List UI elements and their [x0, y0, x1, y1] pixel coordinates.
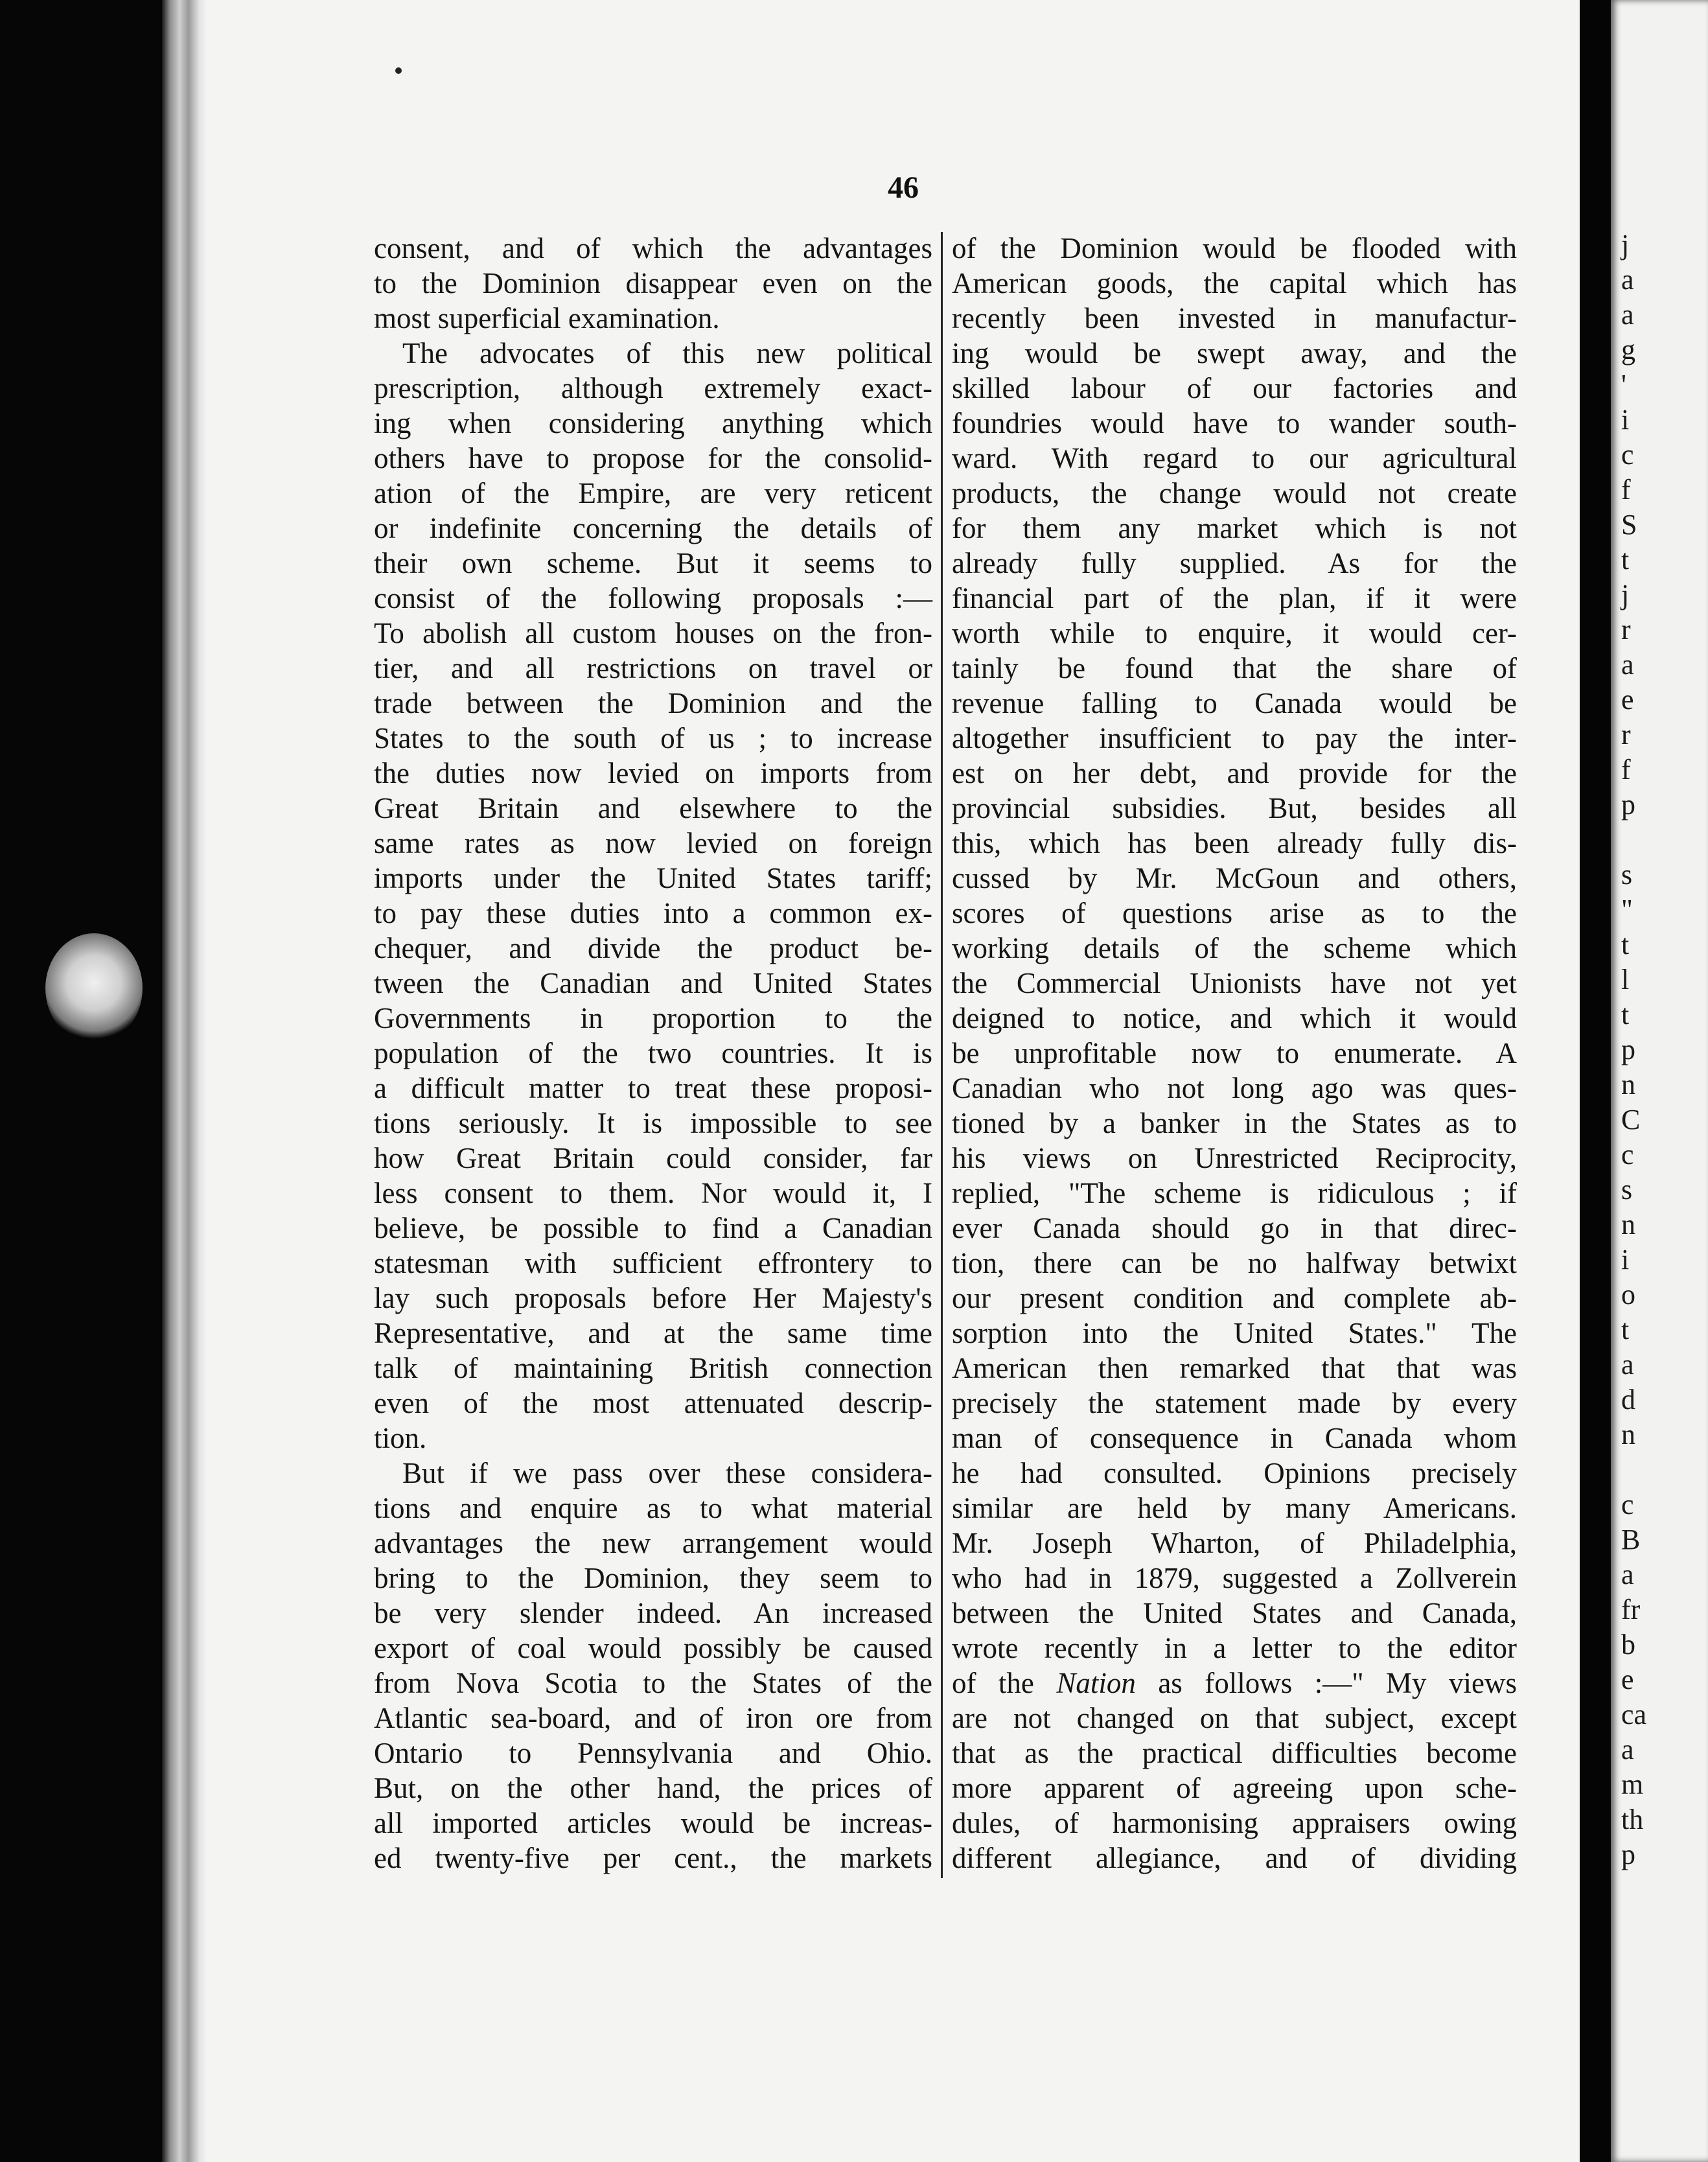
text-line: similar are held by many Americans.: [952, 1492, 1517, 1524]
text-line: all imported articles would be increas-: [374, 1807, 932, 1839]
next-page-fragment: B: [1621, 1524, 1641, 1555]
text-line: are not changed on that subject, except: [952, 1702, 1517, 1734]
ink-dot: [395, 67, 402, 74]
column-divider: [941, 232, 943, 1878]
text-line: replied, "The scheme is ridiculous ; if: [952, 1177, 1517, 1209]
text-line: recently been invested in manufactur-: [952, 302, 1517, 334]
text-line: be unprofitable now to enumerate. A: [952, 1037, 1517, 1069]
text-line: ing would be swept away, and the: [952, 337, 1517, 369]
text-line: consist of the following proposals :—: [374, 582, 932, 614]
text-line: worth while to enquire, it would cer-: [952, 617, 1517, 649]
text-line: bring to the Dominion, they seem to: [374, 1562, 932, 1594]
text-line: Representative, and at the same time: [374, 1317, 932, 1349]
text-line: between the United States and Canada,: [952, 1597, 1517, 1629]
text-line: to pay these duties into a common ex-: [374, 897, 932, 929]
text-line: provincial subsidies. But, besides all: [952, 792, 1517, 824]
text-line: skilled labour of our factories and: [952, 372, 1517, 404]
next-page-fragment: fr: [1621, 1594, 1641, 1625]
text-line: export of coal would possibly be caused: [374, 1632, 932, 1664]
text-line: this, which has been already fully dis-: [952, 827, 1517, 859]
text-line: prescription, although extremely exact-: [374, 372, 932, 404]
next-page-fragment: t: [1621, 1314, 1630, 1345]
text-line: chequer, and divide the product be-: [374, 932, 932, 964]
next-page-fragment: t: [1621, 929, 1630, 960]
text-line: Governments in proportion to the: [374, 1002, 932, 1034]
text-line: sorption into the United States." The: [952, 1317, 1517, 1349]
text-line: tions and enquire as to what material: [374, 1492, 932, 1524]
text-line: To abolish all custom houses on the fron-: [374, 617, 932, 649]
text-line: But if we pass over these considera-: [402, 1457, 932, 1489]
text-line: or indefinite concerning the details of: [374, 512, 932, 544]
next-page-fragment: ca: [1621, 1699, 1647, 1730]
text-line: ward. With regard to our agricultural: [952, 442, 1517, 474]
text-line: man of consequence in Canada whom: [952, 1422, 1517, 1454]
text-line: But, on the other hand, the prices of: [374, 1772, 932, 1804]
next-page-fragment: p: [1621, 1839, 1635, 1870]
next-page-edge: [1611, 0, 1708, 2162]
next-page-fragment: c: [1621, 1489, 1634, 1520]
next-page-fragment: a: [1621, 649, 1634, 680]
next-page-fragment: a: [1621, 1559, 1634, 1590]
next-page-fragment: e: [1621, 684, 1634, 715]
next-page-fragment: ': [1621, 369, 1626, 401]
text-line: Great Britain and elsewhere to the: [374, 792, 932, 824]
text-line: more apparent of agreeing upon sche-: [952, 1772, 1517, 1804]
next-page-fragment: c: [1621, 1139, 1634, 1170]
text-line: the duties now levied on imports from: [374, 757, 932, 789]
text-line: revenue falling to Canada would be: [952, 687, 1517, 719]
text-line: talk of maintaining British connection: [374, 1352, 932, 1384]
next-page-fragment: l: [1621, 964, 1630, 995]
next-page-fragment: f: [1621, 754, 1631, 785]
text-line: tween the Canadian and United States: [374, 967, 932, 999]
text-line: believe, be possible to find a Canadian: [374, 1212, 932, 1244]
next-page-fragment: r: [1621, 614, 1631, 645]
text-line: tier, and all restrictions on travel or: [374, 652, 932, 684]
text-line: American goods, the capital which has: [952, 267, 1517, 299]
text-line: our present condition and complete ab-: [952, 1282, 1517, 1314]
text-line: precisely the statement made by every: [952, 1387, 1517, 1419]
next-page-fragment: j: [1621, 579, 1630, 610]
italic-title: Nation: [1056, 1667, 1136, 1699]
next-page-fragment: a: [1621, 299, 1634, 331]
next-page-fragment: e: [1621, 1664, 1634, 1695]
next-page-fragment: d: [1621, 1384, 1635, 1415]
text-line: of the Dominion would be flooded with: [952, 232, 1517, 264]
text-line: already fully supplied. As for the: [952, 547, 1517, 579]
text-line: less consent to them. Nor would it, I: [374, 1177, 932, 1209]
next-page-fragment: a: [1621, 264, 1634, 296]
text-line: even of the most attenuated descrip-: [374, 1387, 932, 1419]
text-line: tion, there can be no halfway betwixt: [952, 1247, 1517, 1279]
text-line: trade between the Dominion and the: [374, 687, 932, 719]
text-line: of the Nation as follows :—" My views: [952, 1667, 1517, 1699]
text-line: cussed by Mr. McGoun and others,: [952, 862, 1517, 894]
text-line: most superficial examination.: [374, 302, 720, 334]
text-line: deigned to notice, and which it would: [952, 1002, 1517, 1034]
text-line: Ontario to Pennsylvania and Ohio.: [374, 1737, 932, 1769]
text-line: scores of questions arise as to the: [952, 897, 1517, 929]
text-line: working details of the scheme which: [952, 932, 1517, 964]
next-page-fragment: n: [1621, 1419, 1635, 1450]
text-line: tioned by a banker in the States as to: [952, 1107, 1517, 1139]
text-line: same rates as now levied on foreign: [374, 827, 932, 859]
text-line: tions seriously. It is impossible to see: [374, 1107, 932, 1139]
next-page-fragment: j: [1621, 229, 1630, 261]
text-line: est on her debt, and provide for the: [952, 757, 1517, 789]
next-page-fragment: th: [1621, 1804, 1644, 1835]
next-page-fragment: S: [1621, 509, 1637, 540]
text-line: from Nova Scotia to the States of the: [374, 1667, 932, 1699]
text-line: the Commercial Unionists have not yet: [952, 967, 1517, 999]
text-line: he had consulted. Opinions precisely: [952, 1457, 1517, 1489]
text-line: tainly be found that the share of: [952, 652, 1517, 684]
text-column-left: [374, 231, 932, 1876]
text-line: lay such proposals before Her Majesty's: [374, 1282, 932, 1314]
next-page-fragment: m: [1621, 1769, 1644, 1800]
next-page-fragment: n: [1621, 1209, 1635, 1240]
text-line: a difficult matter to treat these proposi-: [374, 1072, 932, 1104]
text-line: Mr. Joseph Wharton, of Philadelphia,: [952, 1527, 1517, 1559]
text-line: his views on Unrestricted Reciprocity,: [952, 1142, 1517, 1174]
text-line: to the Dominion disappear even on the: [374, 267, 932, 299]
next-page-fragment: g: [1621, 334, 1635, 366]
next-page-fragment: c: [1621, 439, 1634, 471]
text-line: financial part of the plan, if it were: [952, 582, 1517, 614]
next-page-fragment: t: [1621, 999, 1630, 1030]
next-page-fragment: i: [1621, 404, 1630, 436]
next-page-fragment: C: [1621, 1104, 1641, 1135]
text-line: others have to propose for the consolid-: [374, 442, 932, 474]
next-page-fragment: a: [1621, 1349, 1634, 1380]
text-line: The advocates of this new political: [402, 337, 932, 369]
next-page-fragment: i: [1621, 1244, 1630, 1275]
text-line: different allegiance, and of dividing: [952, 1842, 1517, 1874]
text-line: their own scheme. But it seems to: [374, 547, 932, 579]
text-line: advantages the new arrangement would: [374, 1527, 932, 1559]
text-line: that as the practical difficulties become: [952, 1737, 1517, 1769]
text-line: dules, of harmonising appraisers owing: [952, 1807, 1517, 1839]
text-line: for them any market which is not: [952, 512, 1517, 544]
text-line: ed twenty-five per cent., the markets: [374, 1842, 932, 1874]
text-line: American then remarked that that was: [952, 1352, 1517, 1384]
text-line: who had in 1879, suggested a Zollverein: [952, 1562, 1517, 1594]
text-line: statesman with sufficient effrontery to: [374, 1247, 932, 1279]
next-page-fragment: o: [1621, 1279, 1635, 1310]
text-line: ing when considering anything which: [374, 407, 932, 439]
next-page-fragment: s: [1621, 1174, 1633, 1205]
text-line: ation of the Empire, are very reticent: [374, 477, 932, 509]
text-line: products, the change would not create: [952, 477, 1517, 509]
next-page-fragment: f: [1621, 474, 1631, 506]
text-line: how Great Britain could consider, far: [374, 1142, 932, 1174]
next-page-fragment: n: [1621, 1069, 1635, 1100]
next-page-fragment: ": [1621, 894, 1633, 925]
text-line: foundries would have to wander south-: [952, 407, 1517, 439]
text-line: States to the south of us ; to increase: [374, 722, 932, 754]
text-line: be very slender indeed. An increased: [374, 1597, 932, 1629]
text-line: tion.: [374, 1422, 427, 1454]
next-page-fragment: r: [1621, 719, 1631, 750]
text-line: population of the two countries. It is: [374, 1037, 932, 1069]
next-page-fragment: b: [1621, 1629, 1635, 1660]
next-page-fragment: p: [1621, 1034, 1635, 1065]
text-line: altogether insufficient to pay the inter-: [952, 722, 1517, 754]
next-page-fragment: t: [1621, 544, 1630, 575]
next-page-fragment: a: [1621, 1734, 1634, 1765]
text-column-right: [952, 231, 1517, 1876]
text-line: ever Canada should go in that direc-: [952, 1212, 1517, 1244]
next-page-fragment: s: [1621, 859, 1633, 890]
scan-artifact-speck: [45, 933, 143, 1043]
text-line: wrote recently in a letter to the editor: [952, 1632, 1517, 1664]
text-line: Atlantic sea-board, and of iron ore from: [374, 1702, 932, 1734]
text-line: Canadian who not long ago was ques-: [952, 1072, 1517, 1104]
text-line: consent, and of which the advantages: [374, 232, 932, 264]
next-page-fragment: p: [1621, 789, 1635, 820]
text-line: imports under the United States tariff;: [374, 862, 932, 894]
book-binding-edge: [162, 0, 206, 2162]
page-number: 46: [888, 170, 919, 205]
